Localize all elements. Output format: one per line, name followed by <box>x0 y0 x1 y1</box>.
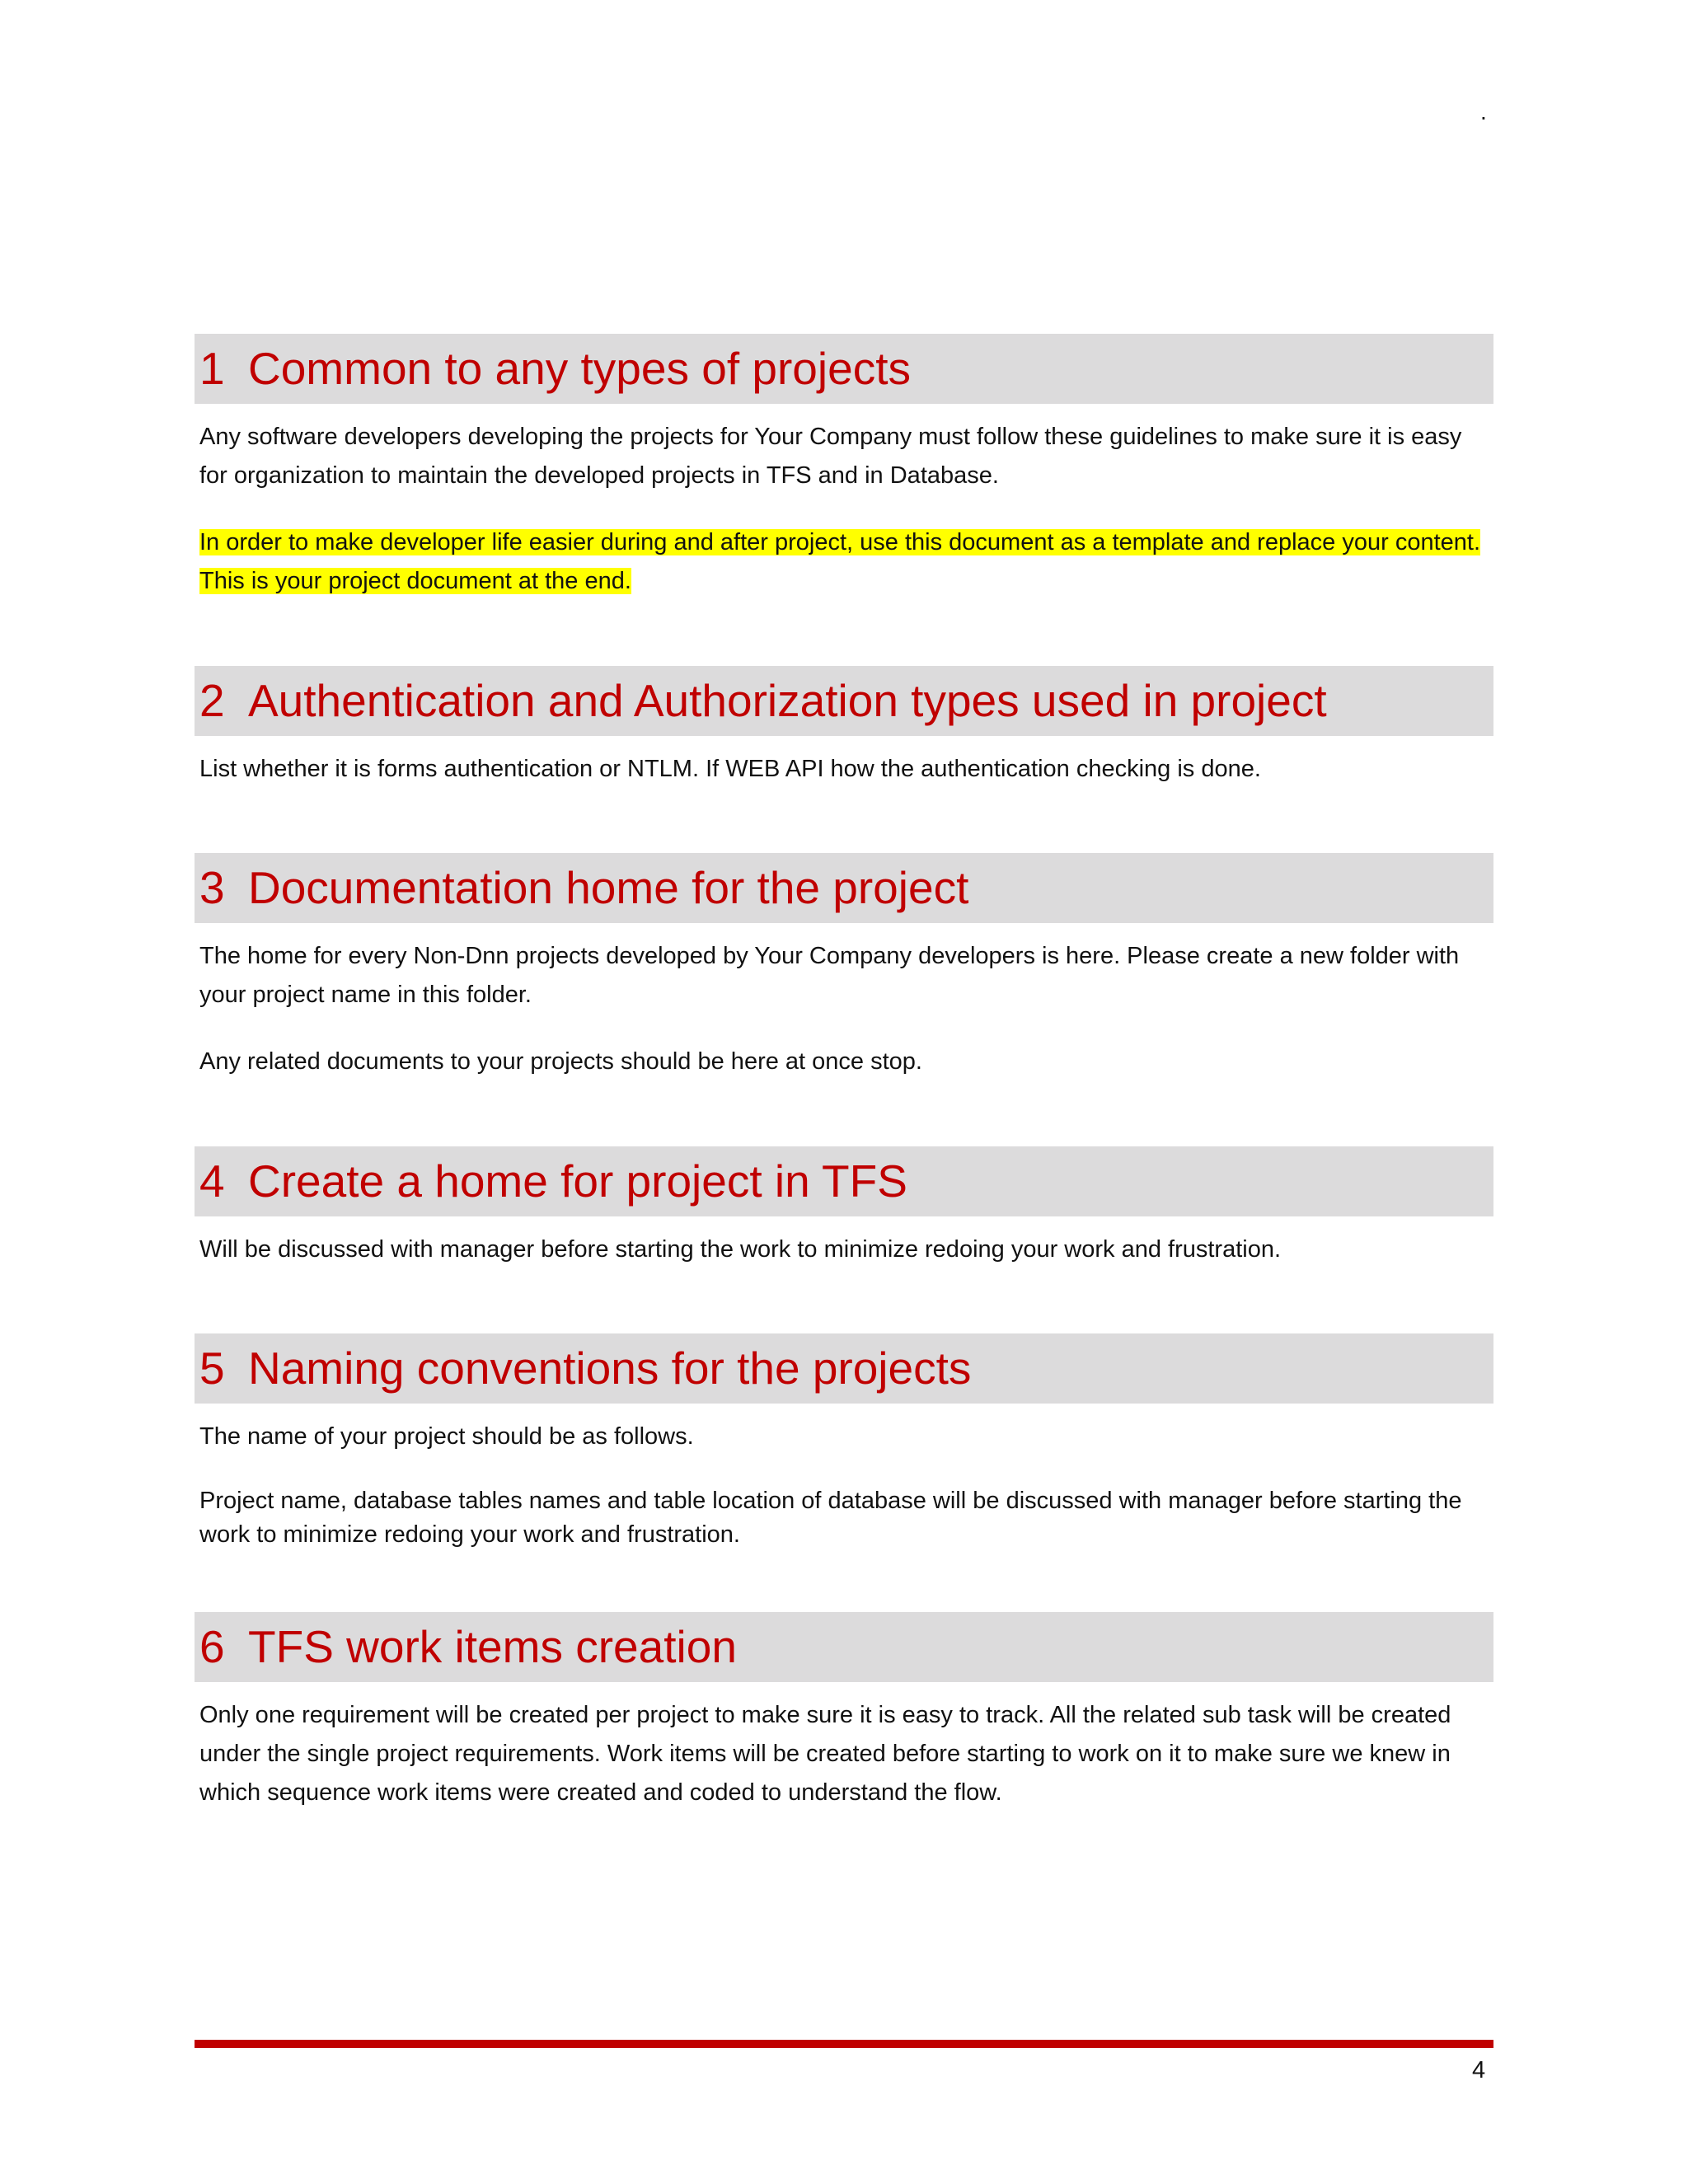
section-1-paragraph-1: Any software developers developing the projects for Your Company must follow these guidelines to make sure it is easy for organization to maintain the developed projects in TFS and in Database. <box>199 424 1462 489</box>
highlighted-text: In order to make developer life easier during and after project, use this document as a template and replace your content. This is your project document at the end. <box>199 529 1481 594</box>
section-6-paragraph-1: Only one requirement will be created per project to make sure it is easy to track. All the related sub task will be created under the single project requirements. Work items will be created before starting to work on it to make sure we knew in which sequence work items were created and coded to understand the flow. <box>199 1702 1451 1806</box>
section-4-number: 4 <box>199 1155 225 1207</box>
section-5 <box>195 1333 1493 1552</box>
page-number: 4 <box>1472 2057 1486 2083</box>
section-2-number: 2 <box>199 675 225 726</box>
section-2 <box>195 666 1493 789</box>
section-1-heading <box>195 334 1493 404</box>
section-3-title: Documentation home for the project <box>248 862 969 913</box>
section-1-number: 1 <box>199 343 225 394</box>
section-6-title: TFS work items creation <box>248 1621 737 1672</box>
section-6-heading <box>195 1612 1493 1682</box>
section-3-paragraph-2: Any related documents to your projects should be here at once stop. <box>199 1048 922 1075</box>
section-4-paragraph-1: Will be discussed with manager before starting the work to minimize redoing your work and frustration. <box>199 1236 1282 1263</box>
section-6-number: 6 <box>199 1621 225 1672</box>
section-4-title: Create a home for project in TFS <box>248 1155 907 1207</box>
section-5-title: Naming conventions for the projects <box>248 1343 972 1394</box>
section-5-heading <box>195 1333 1493 1404</box>
section-2-paragraph-1: List whether it is forms authentication or NTLM. If WEB API how the authentication checking is done. <box>199 756 1261 782</box>
document-body <box>195 334 1493 1812</box>
section-1 <box>195 334 1493 601</box>
section-4-heading <box>195 1146 1493 1216</box>
section-1-title: Common to any types of projects <box>248 343 911 394</box>
section-2-heading <box>195 666 1493 736</box>
section-2-title: Authentication and Authorization types used in project <box>248 675 1327 726</box>
section-3-paragraph-1: The home for every Non-Dnn projects developed by Your Company developers is here. Please create a new folder with your project name in this folder. <box>199 943 1460 1008</box>
section-3 <box>195 853 1493 1081</box>
section-3-heading <box>195 853 1493 923</box>
footer-rule <box>195 2040 1493 2048</box>
section-4 <box>195 1146 1493 1269</box>
section-5-number: 5 <box>199 1343 225 1394</box>
section-1-paragraph-2 <box>195 523 1493 601</box>
section-5-paragraph-2: Project name, database tables names and table location of database will be discussed with manager before starting the work to minimize redoing your work and frustration. <box>199 1488 1462 1548</box>
section-6 <box>195 1612 1493 1812</box>
header-mark: . <box>1480 99 1487 124</box>
section-3-number: 3 <box>199 862 225 913</box>
section-5-paragraph-1: The name of your project should be as follows. <box>199 1423 694 1450</box>
